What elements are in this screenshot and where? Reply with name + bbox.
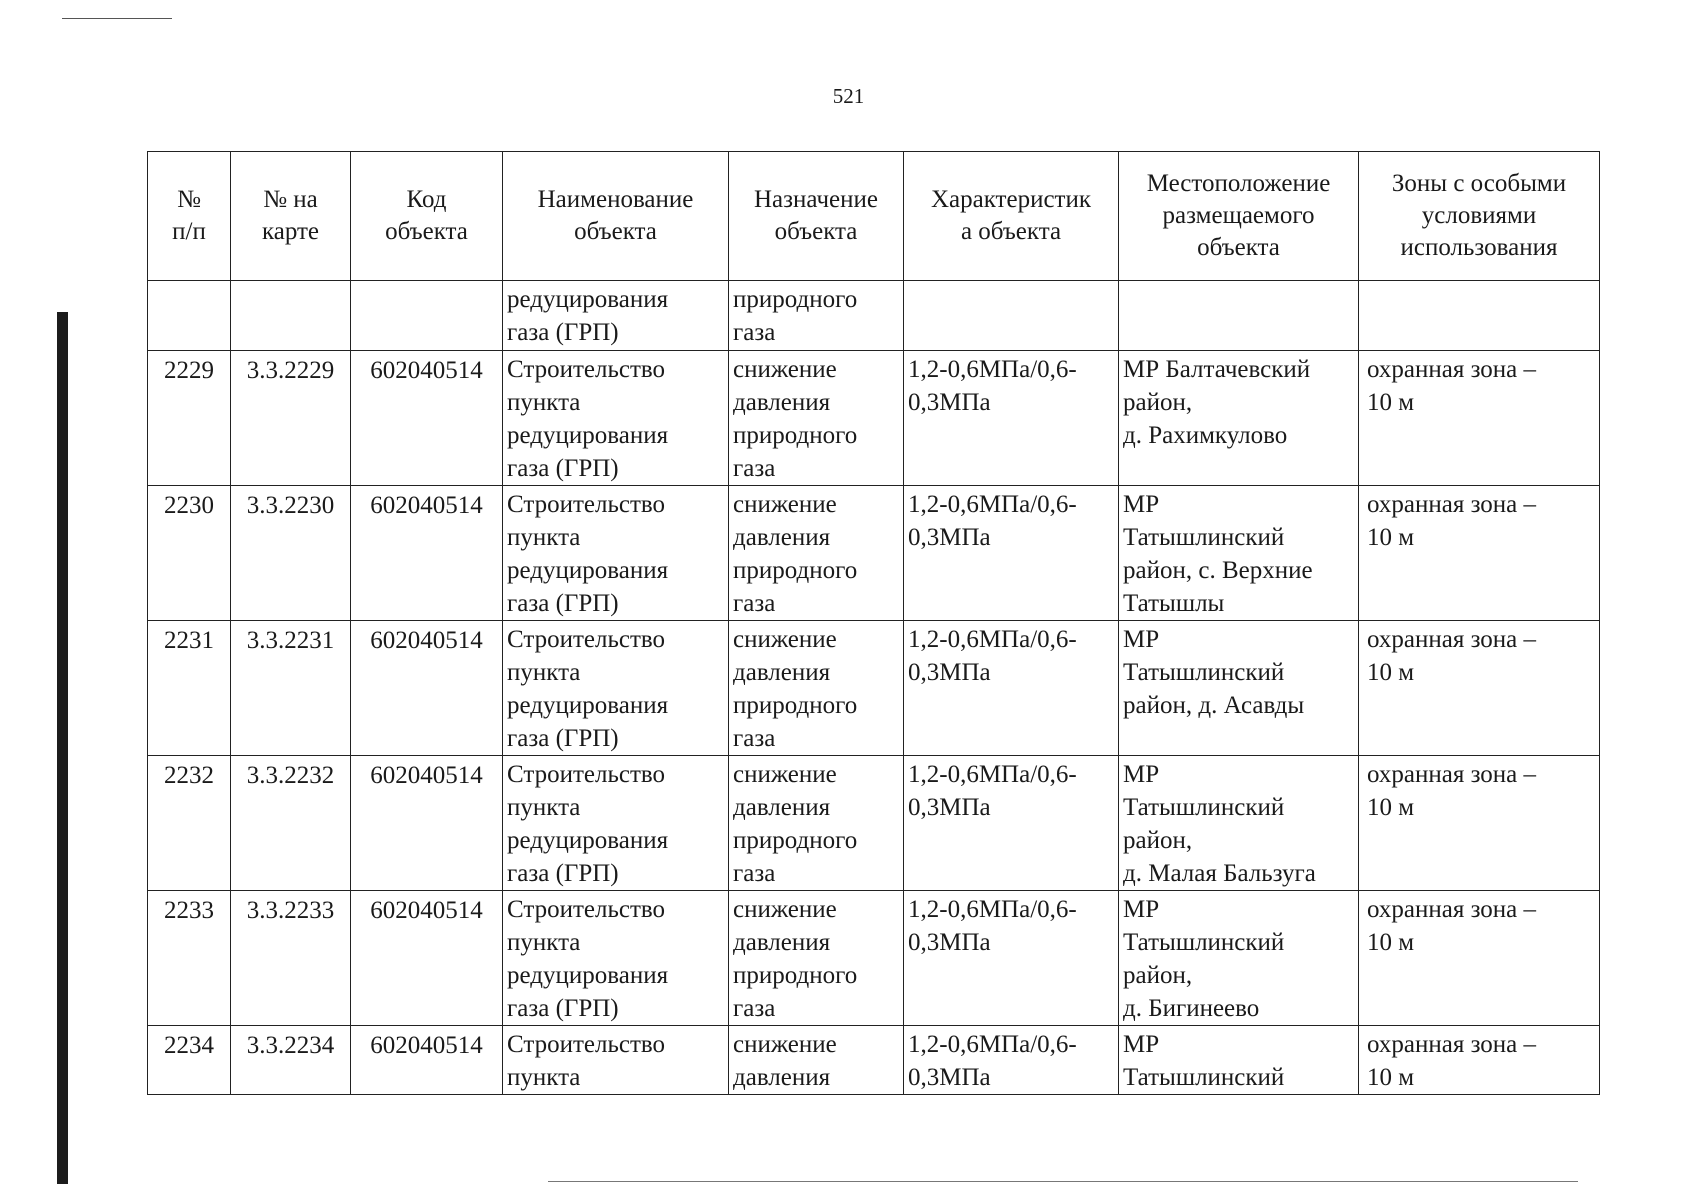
cell-object-location: МР Татышлинский район, д. Асавды [1119, 621, 1359, 756]
cell-object-location: МР Балтачевский район, д. Рахимкулово [1119, 351, 1359, 486]
cell-object-characteristic: 1,2-0,6МПа/0,6- 0,3МПа [904, 1026, 1119, 1095]
cell-special-zones: охранная зона – 10 м [1359, 621, 1600, 756]
cell-object-code [351, 281, 503, 351]
cell-object-purpose: снижение давления [729, 1026, 904, 1095]
cell-object-location: МР Татышлинский район, д. Бигинеево [1119, 891, 1359, 1026]
cell-index: 2229 [148, 351, 231, 486]
cell-object-name: Строительство пункта редуцирования газа (ГРП) [503, 351, 729, 486]
table-header-row [148, 152, 1600, 281]
cell-object-characteristic: 1,2-0,6МПа/0,6- 0,3МПа [904, 486, 1119, 621]
cell-object-characteristic: 1,2-0,6МПа/0,6- 0,3МПа [904, 756, 1119, 891]
cell-map-number: 3.3.2231 [231, 621, 351, 756]
cell-object-location [1119, 281, 1359, 351]
page-number: 521 [832, 84, 865, 108]
cell-object-location: МР Татышлинский [1119, 1026, 1359, 1095]
table-row [148, 621, 1600, 756]
cell-special-zones: охранная зона – 10 м [1359, 351, 1600, 486]
header-object-characteristic: Характеристик а объекта [904, 152, 1119, 281]
table-row [148, 756, 1600, 891]
cell-object-name: Строительство пункта [503, 1026, 729, 1095]
cell-object-code: 602040514 [351, 891, 503, 1026]
cell-special-zones: охранная зона – 10 м [1359, 486, 1600, 621]
cell-object-name: Строительство пункта редуцирования газа (ГРП) [503, 486, 729, 621]
cell-map-number: 3.3.2233 [231, 891, 351, 1026]
cell-special-zones: охранная зона – 10 м [1359, 1026, 1600, 1095]
cell-index: 2233 [148, 891, 231, 1026]
table-row [148, 891, 1600, 1026]
cell-map-number: 3.3.2232 [231, 756, 351, 891]
cell-object-name: Строительство пункта редуцирования газа (ГРП) [503, 756, 729, 891]
scan-artifact-line [62, 18, 172, 19]
cell-map-number [231, 281, 351, 351]
cell-object-purpose: снижение давления природного газа [729, 891, 904, 1026]
cell-map-number: 3.3.2230 [231, 486, 351, 621]
cell-map-number: 3.3.2229 [231, 351, 351, 486]
table-row [148, 486, 1600, 621]
cell-special-zones [1359, 281, 1600, 351]
header-object-name: Наименование объекта [503, 152, 729, 281]
table-row [148, 1026, 1600, 1095]
scan-artifact-line-bottom [548, 1181, 1578, 1182]
header-map-number: № на карте [231, 152, 351, 281]
header-index: № п/п [148, 152, 231, 281]
table-row-continuation [148, 281, 1600, 351]
cell-object-code: 602040514 [351, 756, 503, 891]
cell-object-name: редуцирования газа (ГРП) [503, 281, 729, 351]
cell-object-name: Строительство пункта редуцирования газа (ГРП) [503, 621, 729, 756]
objects-table [147, 151, 1600, 1095]
cell-index: 2230 [148, 486, 231, 621]
cell-object-code: 602040514 [351, 351, 503, 486]
cell-object-purpose: снижение давления природного газа [729, 621, 904, 756]
cell-object-characteristic: 1,2-0,6МПа/0,6- 0,3МПа [904, 351, 1119, 486]
cell-object-location: МР Татышлинский район, с. Верхние Татышлы [1119, 486, 1359, 621]
cell-object-name: Строительство пункта редуцирования газа (ГРП) [503, 891, 729, 1026]
cell-index: 2231 [148, 621, 231, 756]
header-object-location: Местоположение размещаемого объекта [1119, 152, 1359, 281]
cell-object-code: 602040514 [351, 486, 503, 621]
table-row [148, 351, 1600, 486]
cell-object-purpose: снижение давления природного газа [729, 756, 904, 891]
cell-object-code: 602040514 [351, 1026, 503, 1095]
header-object-code: Код объекта [351, 152, 503, 281]
cell-index: 2234 [148, 1026, 231, 1095]
cell-index [148, 281, 231, 351]
cell-object-characteristic: 1,2-0,6МПа/0,6- 0,3МПа [904, 621, 1119, 756]
cell-special-zones: охранная зона – 10 м [1359, 756, 1600, 891]
header-object-purpose: Назначение объекта [729, 152, 904, 281]
cell-object-purpose: природного газа [729, 281, 904, 351]
cell-object-location: МР Татышлинский район, д. Малая Бальзуга [1119, 756, 1359, 891]
cell-special-zones: охранная зона – 10 м [1359, 891, 1600, 1026]
cell-object-purpose: снижение давления природного газа [729, 486, 904, 621]
header-special-zones: Зоны с особыми условиями использования [1359, 152, 1600, 281]
cell-object-purpose: снижение давления природного газа [729, 351, 904, 486]
cell-map-number: 3.3.2234 [231, 1026, 351, 1095]
scan-binding-edge [57, 312, 68, 1184]
cell-object-characteristic [904, 281, 1119, 351]
cell-object-characteristic: 1,2-0,6МПа/0,6- 0,3МПа [904, 891, 1119, 1026]
cell-object-code: 602040514 [351, 621, 503, 756]
cell-index: 2232 [148, 756, 231, 891]
